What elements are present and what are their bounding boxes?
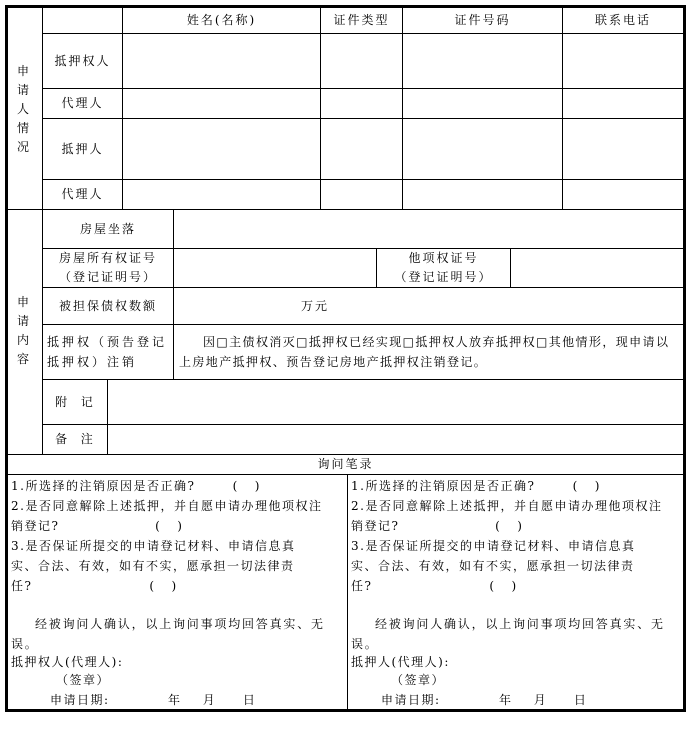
side-char: 况 [16, 140, 29, 154]
q3-right-line2: 实、合法、有效，如有不实，愿承担一切法律责 [351, 559, 635, 573]
cancel-reason-text: 因□主债权消灭□抵押权已经实现□抵押权人放弃抵押权□其他情形，现申请以上房地产抵押权、预告登记房地产抵押权注销登记。 [179, 335, 670, 369]
remark-field[interactable] [108, 425, 683, 454]
q2-left-line2: 销登记? ( ) [11, 519, 184, 533]
row-label-mortgagee: 抵押权人 [54, 53, 111, 68]
ownership-cert-field[interactable] [174, 249, 376, 287]
annex-label: 附 记 [55, 394, 95, 409]
q1-right: 1.所选择的注销原因是否正确? ( ) [351, 479, 601, 493]
label-line: （登记证明号） [58, 270, 157, 284]
applicant-side-label [8, 62, 38, 157]
interview-title: 询问笔录 [317, 457, 374, 471]
side-char: 请 [16, 83, 29, 97]
header-phone: 联系电话 [594, 13, 651, 27]
signer-left: 抵押权人(代理人): [11, 655, 124, 669]
ownership-cert-label [43, 249, 173, 287]
label-line: 他项权证号 [408, 251, 479, 265]
q3-left-line2: 实、合法、有效，如有不实，愿承担一切法律责 [11, 559, 295, 573]
side-char: 申 [16, 64, 29, 78]
row-label-agent: 代理人 [61, 187, 104, 201]
side-char: 情 [16, 121, 29, 135]
q2-left-line1: 2.是否同意解除上述抵押，并自愿申请办理他项权注 [11, 499, 323, 513]
label-line: （登记证明号） [394, 270, 493, 284]
confirm-left: 经被询问人确认，以上询问事项均回答真实、无误。 [11, 617, 325, 651]
side-char: 容 [16, 352, 29, 366]
confirm-right: 经被询问人确认，以上询问事项均回答真实、无误。 [351, 617, 665, 651]
q3-right-line3: 任? ( ) [351, 579, 518, 593]
side-char: 人 [16, 102, 29, 116]
header-name: 姓名(名称) [186, 13, 257, 27]
divider [8, 474, 683, 475]
label-line: 房屋所有权证号 [58, 251, 157, 265]
seal-left: （签章） [56, 673, 111, 687]
mortgagee-id-type-field[interactable] [321, 34, 402, 88]
date-right: 申请日期: 年 月 日 [381, 693, 588, 707]
q3-left-line1: 3.是否保证所提交的申请登记材料、申请信息真 [11, 539, 296, 553]
divider [42, 179, 683, 180]
q1-left: 1.所选择的注销原因是否正确? ( ) [11, 479, 261, 493]
q3-left-line3: 任? ( ) [11, 579, 178, 593]
divider [347, 474, 348, 709]
header-id-type: 证件类型 [333, 13, 390, 27]
q3-right-line1: 3.是否保证所提交的申请登记材料、申请信息真 [351, 539, 636, 553]
mortgagee-name-field[interactable] [123, 34, 320, 88]
mortgagee-phone-field[interactable] [563, 34, 683, 88]
other-right-cert-field[interactable] [511, 249, 683, 287]
row-label-mortgagor: 抵押人 [61, 141, 104, 156]
content-side-label [8, 293, 38, 369]
q2-right-line2: 销登记? ( ) [351, 519, 524, 533]
remark-label: 备 注 [55, 432, 95, 446]
side-char: 申 [16, 295, 29, 309]
location-field[interactable] [174, 210, 683, 248]
header-id-number: 证件号码 [454, 13, 511, 27]
side-char: 请 [16, 314, 29, 328]
signer-right: 抵押人(代理人): [351, 655, 450, 669]
divider [42, 88, 683, 89]
amount-label: 被担保债权数额 [58, 298, 157, 313]
seal-right: （签章） [391, 673, 446, 687]
amount-unit: 万元 [300, 298, 329, 313]
mortgagee-id-number-field[interactable] [403, 34, 562, 88]
annex-field[interactable] [108, 380, 683, 424]
q2-right-line1: 2.是否同意解除上述抵押，并自愿申请办理他项权注 [351, 499, 663, 513]
side-char: 内 [16, 333, 29, 347]
row-label-agent: 代理人 [61, 96, 104, 110]
location-label: 房屋坐落 [79, 221, 136, 236]
date-left: 申请日期: 年 月 日 [50, 693, 257, 707]
divider [42, 118, 683, 119]
cancel-label: 抵押权（预告登记抵押权）注销 [47, 335, 168, 369]
other-right-cert-label [377, 249, 510, 287]
divider [42, 324, 683, 325]
